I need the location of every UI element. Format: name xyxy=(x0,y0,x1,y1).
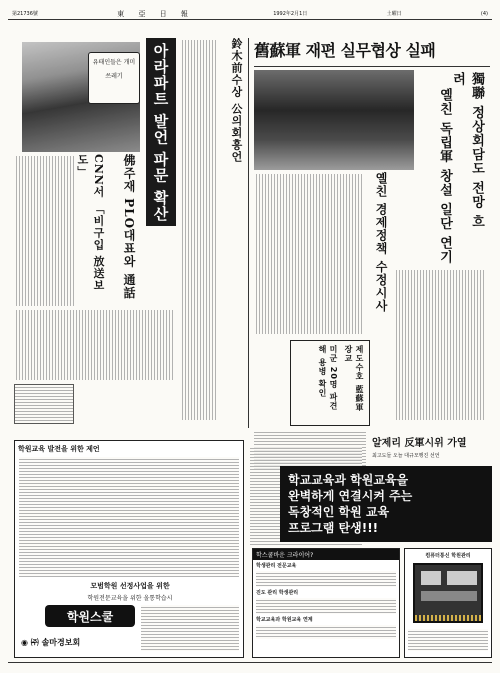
hakwon2-headline-4: 프로그램 탄생!!! xyxy=(288,521,379,535)
hakwon2-item-3: 학교교육과 학원교육 연계 xyxy=(256,617,313,623)
hakwon-ad-title xyxy=(15,441,243,457)
inset-text xyxy=(317,345,339,423)
issue-number: 第21736號 xyxy=(12,11,38,17)
inset-box xyxy=(290,340,370,426)
hakwon2-item-1: 학생관리 전문교육 xyxy=(256,563,297,569)
hakwon-ad-subslogan-text: 학원전문교육을 위한 올통학습시 xyxy=(87,595,173,602)
cnn-headline xyxy=(76,154,106,304)
hakwon-ad-body xyxy=(19,457,239,577)
chip-icon xyxy=(421,591,477,601)
main-headline-text: 舊蘇軍 재편 실무협상 실패 xyxy=(254,41,436,60)
hakwon-ad-org-text: ㈜ 솔마경보회 xyxy=(30,638,81,647)
side-headline-2 xyxy=(428,88,454,268)
arafat-banner xyxy=(146,38,176,226)
plo-headline-text: 佛주재 PLO대표와 通話 xyxy=(122,154,136,300)
algeria-sub-text: 최고도들 오늘 대규모행진 선언 xyxy=(372,453,440,459)
inset-text-content: 미군 20명 파견 해 용병 확인 xyxy=(318,345,338,411)
hakwon-ad xyxy=(14,440,244,658)
hakwon2-box-title xyxy=(253,549,399,560)
hakwon2-board-text xyxy=(408,629,488,651)
left-info-table xyxy=(14,384,74,424)
hakwon-ad-logo-text: 학원스쿨 xyxy=(66,609,114,624)
hakwon2-item-1-body xyxy=(256,571,396,587)
hakwon2-board-title: 컴퓨터통신 학원관리 xyxy=(425,553,471,559)
hakwon-ad-subslogan xyxy=(35,593,225,602)
side-headline-3 xyxy=(366,172,390,322)
japan-article-text xyxy=(180,40,216,420)
hakwon2-item-2-body xyxy=(256,598,396,614)
arafat-banner-text: 아라파트 발언 파문 확산 xyxy=(151,42,170,222)
hakwon-ad-slogan-text: 모범학원 선정사업을 위한 xyxy=(90,582,170,590)
side-headline-1-text: 獨聯 정상회담도 전망 흐려 xyxy=(450,72,484,229)
soldiers-photo xyxy=(254,70,414,170)
algeria-headline-text: 알제리 反軍시위 가열 xyxy=(372,438,467,449)
hakwon2-headline-3: 독창적인 학원 교육 xyxy=(288,505,390,519)
side-headline-2-text: 옐친 독립軍 창설 일단 연기 xyxy=(437,88,452,265)
main-article-text-2 xyxy=(394,270,486,420)
side-headline-3-text: 옐친 경제정책 수정시사 xyxy=(374,172,388,313)
arafat-article-text xyxy=(14,156,76,306)
page-number: (4) xyxy=(480,10,488,17)
cnn-headline-text: CNN서 「비구입 放送보도」 xyxy=(76,154,105,292)
algeria-headline xyxy=(372,434,492,448)
paper-name: 東 亞 日 報 xyxy=(117,9,194,18)
side-headline-1 xyxy=(450,72,486,242)
hakwon2-item-2: 진도 관리 학생관리 xyxy=(256,590,299,596)
japan-headline-text: 鈴木前수상 公의회흥언 xyxy=(230,38,243,163)
org-emblem-icon: ◉ xyxy=(21,638,28,647)
hakwon-ad-slogan xyxy=(35,581,225,591)
arafat-article-text-2 xyxy=(14,310,174,380)
masthead xyxy=(8,8,492,20)
circuit-board-icon xyxy=(413,563,483,623)
main-article-text xyxy=(254,174,362,334)
japan-headline xyxy=(218,38,244,168)
hakwon2-box xyxy=(252,548,400,658)
hakwon-ad-logo xyxy=(45,605,135,627)
main-headline xyxy=(254,38,464,66)
hakwon2-item-3-body xyxy=(256,625,396,639)
issue-date: 1992年2月1日 xyxy=(273,11,308,17)
chip-icon xyxy=(447,571,477,585)
photo-caption: 유태인들은 개미 쓰레기 xyxy=(92,59,136,80)
headline-rule xyxy=(254,66,490,67)
column-rule xyxy=(248,38,249,428)
hakwon-ad-org xyxy=(21,637,137,648)
algeria-sub xyxy=(372,452,492,462)
inset-label xyxy=(343,345,365,423)
hakwon2-headline-2: 완벽하게 연결시켜 주는 xyxy=(288,489,413,503)
inset-label-text: 제도수호 藍蘇軍 장교 xyxy=(344,345,364,412)
footer-rule xyxy=(8,662,492,663)
hakwon2-board xyxy=(404,548,492,658)
hakwon2-box-title-text: 학스쿨바운 크라이어? xyxy=(256,552,314,559)
plo-headline xyxy=(110,154,138,304)
hakwon-ad-title-text: 학원교육 발전을 위한 제언 xyxy=(18,445,100,453)
issue-day: 土曜日 xyxy=(386,11,402,17)
connector-pins-icon xyxy=(415,615,481,621)
hakwon2-headline-box xyxy=(280,466,492,542)
chip-icon xyxy=(421,571,441,585)
hakwon-ad-contacts xyxy=(141,605,239,651)
photo-caption-box xyxy=(88,52,140,104)
hakwon2-headline-1: 학교교육과 학원교육을 xyxy=(288,473,409,487)
